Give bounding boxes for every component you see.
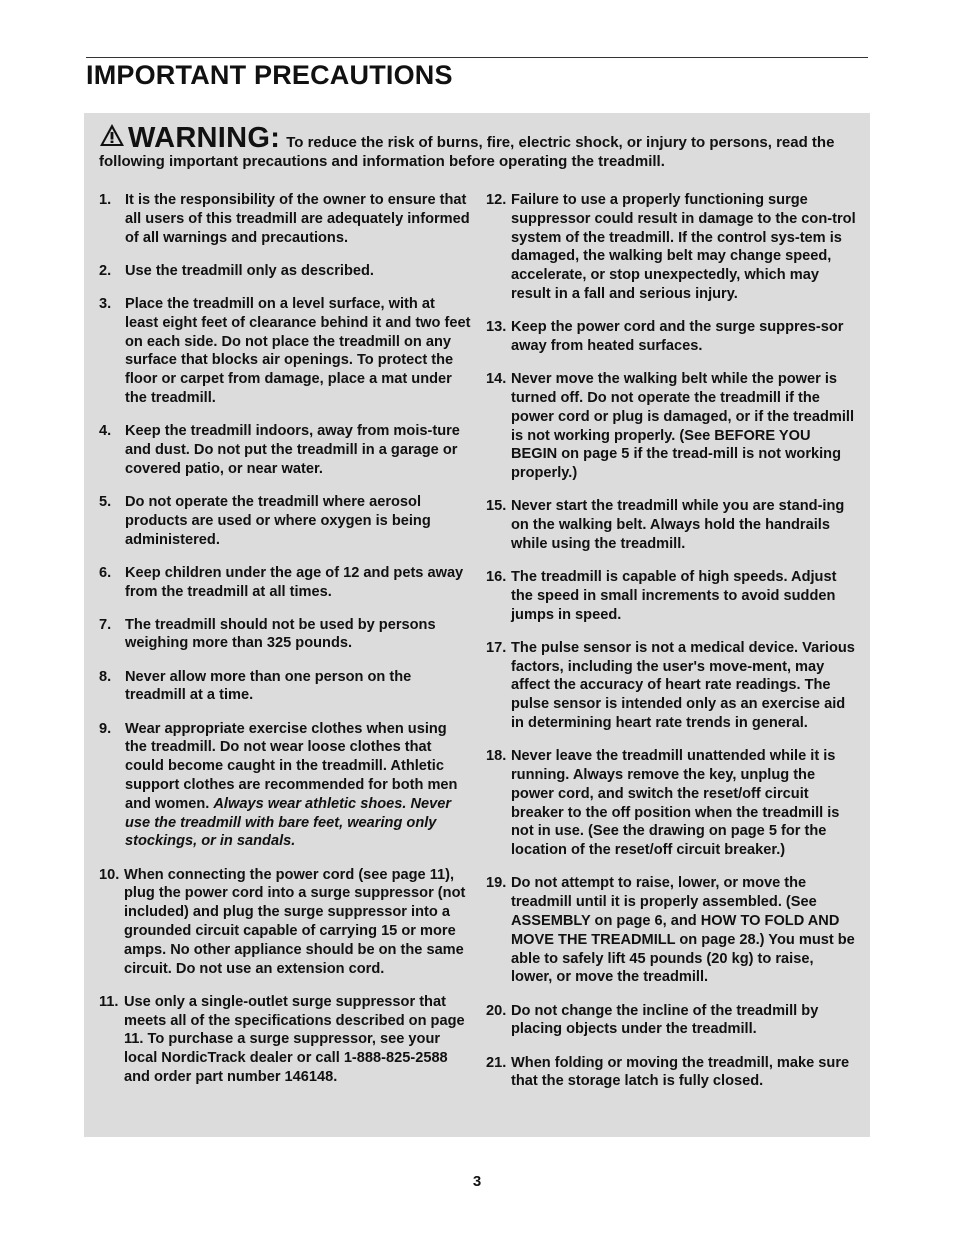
item-number: 4. (99, 423, 112, 440)
item-text: Do not attempt to raise, lower, or move the treadmill until it is properly assembled. (See ASSEMBLY on page 6, and HOW TO FOLD AND MOVE THE TREADMILL on page 28.) You must be able to safely lift 45 pounds (20 kg) to raise, lower, or move the treadmill. (511, 875, 855, 986)
item-number: 2. (99, 262, 112, 279)
item-text: Never start the treadmill while you are stand-ing on the walking belt. Always hold the handrails while using the treadmill. (511, 498, 845, 552)
item-text: Do not change the incline of the treadmill by placing objects under the treadmill. (511, 1002, 819, 1038)
warning-heading (99, 122, 286, 154)
list-item (486, 318, 858, 356)
item-text: Never leave the treadmill unattended while it is running. Always remove the key, unplug the power cord, and switch the reset/off circuit breaker to the off position when the treadmill is not in use. (See the drawing on page 5 for the location of the reset/off circuit breaker.) (511, 748, 840, 859)
item-number: 3. (99, 295, 112, 312)
item-number: 12. (486, 192, 507, 208)
item-text: When connecting the power cord (see page 11), plug the power cord into a surge suppressor (not included) and plug the surge suppressor into a grounded circuit capable of carrying 15 or more amps. No other appliance should be on the same circuit. Do not use an extension cord. (124, 866, 466, 977)
item-number: 10. (99, 866, 120, 883)
list-item (99, 262, 471, 281)
precautions-panel (84, 113, 870, 1137)
item-text: The treadmill should not be used by persons weighing more than 325 pounds. (125, 616, 436, 652)
right-column (486, 191, 858, 1106)
list-item (99, 668, 471, 706)
list-item (99, 866, 471, 979)
list-item (99, 422, 471, 478)
list-item (486, 497, 858, 553)
item-number: 13. (486, 319, 507, 336)
page-title: IMPORTANT PRECAUTIONS (86, 60, 453, 90)
item-text: When folding or moving the treadmill, make sure that the storage latch is fully closed. (511, 1054, 850, 1090)
item-number: 9. (99, 720, 112, 737)
item-number: 18. (486, 748, 507, 765)
item-text: Keep the treadmill indoors, away from mois-ture and dust. Do not put the treadmill in a garage or covered patio, or near water. (125, 423, 460, 477)
item-number: 16. (486, 569, 507, 586)
warning-word: WARNING: (128, 122, 281, 154)
item-number: 6. (99, 564, 112, 581)
item-number: 15. (486, 498, 507, 515)
top-rule (86, 57, 868, 58)
warning-triangle-icon (99, 123, 125, 147)
list-item (486, 370, 858, 483)
item-number: 20. (486, 1002, 507, 1019)
list-item (486, 639, 858, 733)
item-number: 17. (486, 639, 507, 656)
item-text: The treadmill is capable of high speeds. Adjust the speed in small increments to avoid sudden jumps in speed. (511, 569, 837, 623)
item-number: 8. (99, 668, 112, 685)
left-column (99, 191, 471, 1101)
item-text: Use the treadmill only as described. (125, 262, 374, 279)
item-text: Never allow more than one person on the treadmill at a time. (125, 668, 412, 704)
item-number: 1. (99, 192, 112, 208)
item-text-italic: Always wear athletic shoes. Never use the treadmill with bare feet, wearing only stockings, or in sandals. (125, 795, 452, 850)
item-number: 7. (99, 616, 112, 633)
warning-text: To reduce the risk of burns, fire, electric shock, or injury to persons, read the following important precautions and information before operating the treadmill. (99, 134, 835, 170)
item-number: 19. (486, 875, 507, 892)
page-number: 3 (472, 1173, 482, 1190)
list-item (486, 1002, 858, 1040)
item-text: The pulse sensor is not a medical device. Various factors, including the user's move-ment, may affect the accuracy of heart rate readings. The pulse sensor is intended only as an exercise aid in determining heart rate trends in general. (511, 639, 855, 732)
list-item (99, 616, 471, 654)
item-text: Keep children under the age of 12 and pets away from the treadmill at all times. (125, 564, 464, 600)
list-item (99, 720, 471, 852)
item-number: 5. (99, 493, 112, 510)
item-number: 11. (99, 993, 119, 1010)
list-item (99, 493, 471, 549)
list-item (486, 747, 858, 860)
list-item (99, 191, 471, 247)
item-text: Do not operate the treadmill where aerosol products are used or where oxygen is being administered. (125, 493, 431, 548)
list-item (486, 568, 858, 624)
item-text: Use only a single-outlet surge suppressor that meets all of the specifications described on page 11. To purchase a surge suppressor, see your local NordicTrack dealer or call 1-888-825-2588 and order part number 146148. (124, 993, 465, 1085)
item-text: Never move the walking belt while the power is turned off. Do not operate the treadmill if the power cord or plug is damaged, or if the treadmill is not working properly. (See BEFORE YOU BEGIN on page 5 if the tread-mill is not working properly.) (511, 371, 855, 482)
item-text: Wear appropriate exercise clothes when using the treadmill. Do not wear loose clothes that could become caught in the treadmill. Athletic support clothes are recommended for both men and women. (125, 720, 458, 812)
item-text: Failure to use a properly functioning surge suppressor could result in damage to the con-trol system of the treadmill. If the control sys-tem is damaged, the walking belt may change speed, accelerate, or stop unexpectedly, which may result in a fall and serious injury. (511, 192, 856, 302)
item-text: It is the responsibility of the owner to ensure that all users of this treadmill are adequately informed of all warnings and precautions. (125, 192, 470, 246)
item-number: 14. (486, 371, 507, 388)
item-number: 21. (486, 1054, 507, 1071)
list-item (486, 191, 858, 304)
item-text: Place the treadmill on a level surface, with at least eight feet of clearance behind it and two feet on each side. Do not place the treadmill on any surface that blocks air openings. To protect the floor or carpet from damage, place a mat under the treadmill. (125, 295, 471, 406)
list-item (486, 874, 858, 987)
item-text: Keep the power cord and the surge suppres-sor away from heated surfaces. (511, 319, 844, 354)
warning-block (99, 123, 857, 171)
list-item (99, 993, 471, 1087)
list-item (486, 1054, 858, 1092)
list-item (99, 295, 471, 408)
list-item (99, 564, 471, 602)
